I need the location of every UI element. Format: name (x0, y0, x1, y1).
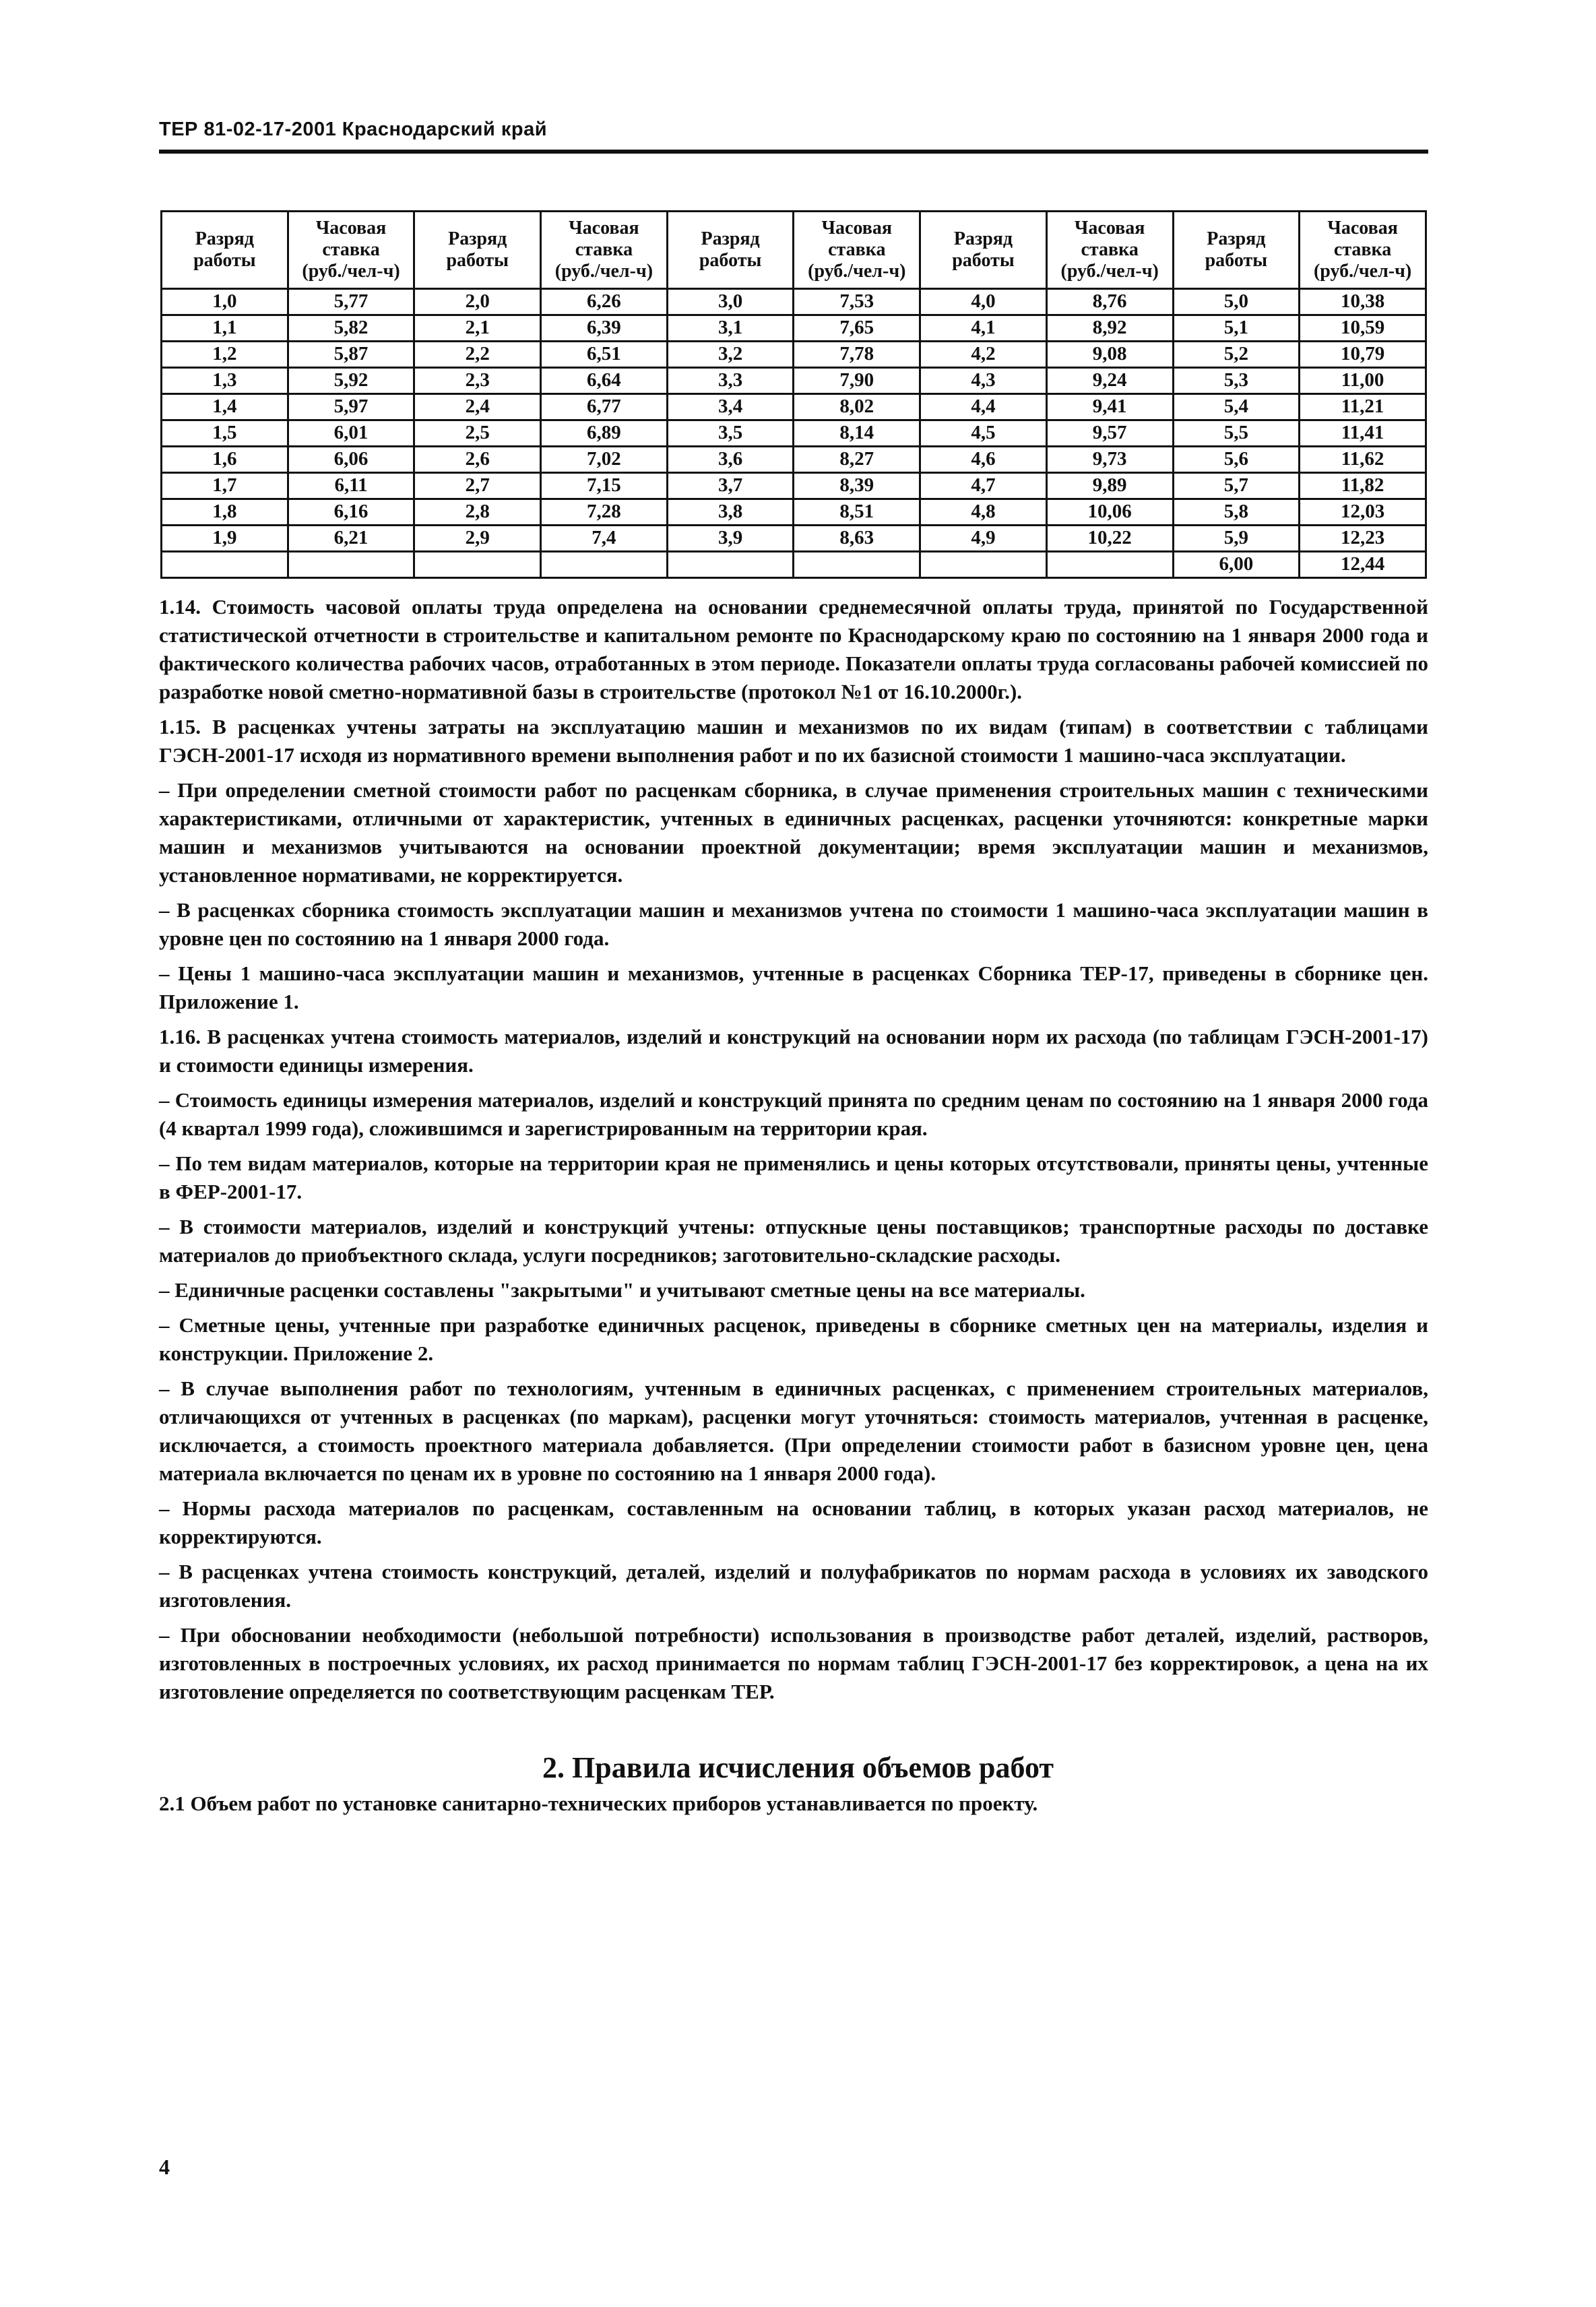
table-cell: 3,0 (667, 289, 794, 315)
section-title: 2. Правила исчисления объемов работ (542, 1751, 1054, 1784)
table-cell: 8,27 (794, 447, 920, 473)
table-cell: 6,26 (541, 289, 668, 315)
table-cell: 4,0 (920, 289, 1047, 315)
table-cell: 10,22 (1046, 526, 1173, 552)
header-line: Часовая (1327, 217, 1398, 239)
table-cell (288, 552, 414, 578)
table-cell: 1,6 (162, 447, 288, 473)
table-cell: 7,90 (794, 368, 920, 394)
table-cell: 3,8 (667, 499, 794, 526)
table-row (162, 420, 1426, 447)
paragraph: – Сметные цены, учтенные при разработке единичных расценок, приведены в сборнике сметных цен на материалы, изделия и конструкции. Приложение 2. (159, 1313, 1428, 1365)
table-cell: 10,06 (1046, 499, 1173, 526)
table-cell: 2,9 (414, 526, 541, 552)
paragraph: – В расценках учтена стоимость конструкций, деталей, изделий и полуфабрикатов по нормам расхода в условиях их заводского изготовления. (159, 1560, 1428, 1612)
table-cell: 7,65 (794, 315, 920, 342)
table-cell: 2,3 (414, 368, 541, 394)
table-cell: 2,2 (414, 342, 541, 368)
header-line: Разряд (701, 228, 760, 249)
table-cell: 3,4 (667, 394, 794, 420)
table-cell: 9,57 (1046, 420, 1173, 447)
table-cell: 5,8 (1173, 499, 1300, 526)
header-line: Часовая (821, 217, 893, 239)
paragraph: – При определении сметной стоимости работ по расценкам сборника, в случае применения строительных машин с техническими характеристиками, отличными от характеристик, учтенных в единичных расценках, расценки уточняются: конкретные марки машин и механизмов учитываются на основании проектной документации; время эксплуатации машин и механизмов, установленное нормативами, не корректируется. (159, 778, 1428, 887)
table-cell: 9,41 (1046, 394, 1173, 420)
table-cell: 6,51 (541, 342, 668, 368)
table-cell: 9,08 (1046, 342, 1173, 368)
table-cell: 3,1 (667, 315, 794, 342)
header-rule (159, 150, 1428, 154)
table-cell: 7,4 (541, 526, 668, 552)
table-cell: 4,3 (920, 368, 1047, 394)
header-line: (руб./чел-ч) (808, 261, 906, 282)
table-cell: 4,2 (920, 342, 1047, 368)
table-cell: 7,15 (541, 473, 668, 499)
table-cell: 7,53 (794, 289, 920, 315)
table-cell: 2,1 (414, 315, 541, 342)
table-cell: 5,87 (288, 342, 414, 368)
table-cell: 2,8 (414, 499, 541, 526)
table-cell: 6,11 (288, 473, 414, 499)
table-cell: 5,82 (288, 315, 414, 342)
table-cell: 6,39 (541, 315, 668, 342)
table-cell: 10,59 (1300, 315, 1426, 342)
document-header: ТЕР 81-02-17-2001 Краснодарский край (159, 119, 548, 140)
table-cell (794, 552, 920, 578)
table-cell: 9,89 (1046, 473, 1173, 499)
header-line: (руб./чел-ч) (1060, 261, 1159, 282)
table-cell (667, 552, 794, 578)
table-cell: 11,82 (1300, 473, 1426, 499)
header-line: (руб./чел-ч) (1313, 261, 1412, 282)
table-cell: 8,14 (794, 420, 920, 447)
header-line: ставка (828, 239, 886, 260)
table-cell: 1,1 (162, 315, 288, 342)
table-cell: 5,4 (1173, 394, 1300, 420)
header-line: Часовая (1074, 217, 1145, 239)
table-cell: 4,8 (920, 499, 1047, 526)
hourly-rate-table (160, 210, 1427, 579)
table-cell (541, 552, 668, 578)
table-cell: 4,7 (920, 473, 1047, 499)
table-cell: 5,1 (1173, 315, 1300, 342)
table-cell: 8,76 (1046, 289, 1173, 315)
paragraph: – В случае выполнения работ по технологиям, учтенным в единичных расценках, с применением строительных материалов, отличающихся от учтенных в расценках (по маркам), расценки могут уточняться: стоимость материалов, учтенная в расценке, исключается, а стоимость проектного материала добавляется. (При определении стоимости работ в базисном уровне цен, цена материала включается по ценам их в уровне по состоянию на 1 января 2000 года). (159, 1377, 1428, 1485)
table-cell: 9,73 (1046, 447, 1173, 473)
table-row (162, 315, 1426, 342)
section-text: 2.1 Объем работ по установке санитарно-технических приборов устанавливается по проекту. (159, 1792, 1038, 1815)
table-body (162, 289, 1426, 578)
header-line: Разряд (448, 228, 507, 249)
table-cell: 1,3 (162, 368, 288, 394)
header-line: Разряд (195, 228, 254, 249)
table-cell: 4,1 (920, 315, 1047, 342)
table-cell (414, 552, 541, 578)
table-cell: 11,62 (1300, 447, 1426, 473)
paragraph: – Единичные расценки составлены "закрытыми" и учитывают сметные цены на все материалы. (159, 1278, 1085, 1302)
table-row (162, 499, 1426, 526)
paragraph: – Нормы расхода материалов по расценкам, составленным на основании таблиц, в которых указан расход материалов, не корректируются. (159, 1496, 1428, 1548)
table-header-cell (162, 212, 288, 289)
paragraph: 1.14. Стоимость часовой оплаты труда определена на основании среднемесячной оплаты труда, принятой по Государственной статистической отчетности в строительстве и капитальном ремонте по Краснодарскому краю по состоянию на 1 января 2000 года и фактического количества рабочих часов, отработанных в этом периоде. Показатели оплаты труда согласованы рабочей комиссией по разработке новой сметно-нормативной базы в строительстве (протокол №1 от 16.10.2000г.). (159, 595, 1428, 703)
paragraph: – При обосновании необходимости (небольшой потребности) использования в производстве работ деталей, изделий, растворов, изготовленных в построечных условиях, их расход принимается по нормам таблиц ГЭСН-2001-17 без корректировок, а цена на их изготовление определяется по соответствующим расценкам ТЕР. (159, 1623, 1428, 1703)
table-cell: 3,7 (667, 473, 794, 499)
paragraph: – По тем видам материалов, которые на территории края не применялись и цены которых отсутствовали, приняты цены, учтенные в ФЕР-2001-17. (159, 1151, 1428, 1203)
table-cell: 1,9 (162, 526, 288, 552)
table-cell: 8,39 (794, 473, 920, 499)
table-cell: 6,06 (288, 447, 414, 473)
table-cell: 4,6 (920, 447, 1047, 473)
table-cell: 9,24 (1046, 368, 1173, 394)
header-line: Разряд (1207, 228, 1266, 249)
table-cell: 6,21 (288, 526, 414, 552)
table-cell: 7,02 (541, 447, 668, 473)
header-line: Часовая (315, 217, 387, 239)
table-row (162, 552, 1426, 578)
paragraph: – В стоимости материалов, изделий и конструкций учтены: отпускные цены поставщиков; транспортные расходы по доставке материалов до приобъектного склада, услуги посредников; заготовительно-складские расходы. (159, 1215, 1428, 1267)
table-cell: 5,5 (1173, 420, 1300, 447)
table-cell: 10,79 (1300, 342, 1426, 368)
header-line: Разряд (953, 228, 1013, 249)
header-line: (руб./чел-ч) (554, 261, 653, 282)
table-cell: 5,92 (288, 368, 414, 394)
table-cell: 6,00 (1173, 552, 1300, 578)
table-cell: 3,2 (667, 342, 794, 368)
table-cell: 10,38 (1300, 289, 1426, 315)
table-cell: 5,0 (1173, 289, 1300, 315)
table-cell: 4,5 (920, 420, 1047, 447)
page-number: 4 (159, 2155, 170, 2179)
table-row (162, 447, 1426, 473)
paragraph: – Стоимость единицы измерения материалов, изделий и конструкций принята по средним ценам по состоянию на 1 января 2000 года (4 квартал 1999 года), сложившимся и зарегистрированным на территории края. (159, 1088, 1428, 1140)
table-cell: 6,01 (288, 420, 414, 447)
table-cell (1046, 552, 1173, 578)
table-cell: 3,3 (667, 368, 794, 394)
table-cell: 7,28 (541, 499, 668, 526)
header-line: ставка (1081, 239, 1139, 260)
table-cell: 7,78 (794, 342, 920, 368)
table-cell: 8,51 (794, 499, 920, 526)
paragraph: 1.16. В расценках учтена стоимость материалов, изделий и конструкций на основании норм их расхода (по таблицам ГЭСН-2001-17) и стоимости единицы измерения. (159, 1025, 1428, 1077)
table-cell: 4,4 (920, 394, 1047, 420)
table-cell: 5,7 (1173, 473, 1300, 499)
table-header-cell (667, 212, 794, 289)
table-cell (162, 552, 288, 578)
table-cell: 5,97 (288, 394, 414, 420)
table-cell: 5,6 (1173, 447, 1300, 473)
table-row (162, 526, 1426, 552)
table-cell: 5,2 (1173, 342, 1300, 368)
header-line: работы (1205, 250, 1268, 271)
header-line: работы (193, 250, 256, 271)
header-line: работы (952, 250, 1015, 271)
table-row (162, 473, 1426, 499)
header-line: работы (446, 250, 509, 271)
table-header-row (162, 212, 1426, 289)
table-cell: 2,0 (414, 289, 541, 315)
table-cell: 1,0 (162, 289, 288, 315)
paragraph: – Цены 1 машино-часа эксплуатации машин и механизмов, учтенные в расценках Сборника ТЕР-17, приведены в сборнике цен. Приложение 1. (159, 961, 1428, 1013)
table-cell: 6,16 (288, 499, 414, 526)
table-header-cell (541, 212, 668, 289)
table-cell: 11,41 (1300, 420, 1426, 447)
table-cell: 8,63 (794, 526, 920, 552)
table-cell: 3,9 (667, 526, 794, 552)
header-line: ставка (1333, 239, 1392, 260)
table-cell: 3,5 (667, 420, 794, 447)
table-cell: 2,6 (414, 447, 541, 473)
table-cell: 12,03 (1300, 499, 1426, 526)
table-cell: 11,00 (1300, 368, 1426, 394)
table-cell: 11,21 (1300, 394, 1426, 420)
table-row (162, 289, 1426, 315)
paragraph: – В расценках сборника стоимость эксплуатации машин и механизмов учтена по стоимости 1 машино-часа эксплуатации машин в уровне цен по состоянию на 1 января 2000 года. (159, 898, 1428, 950)
body-text (159, 593, 1428, 1713)
header-line: Часовая (569, 217, 639, 239)
header-line: работы (699, 250, 762, 271)
table-cell: 5,3 (1173, 368, 1300, 394)
table-cell: 6,64 (541, 368, 668, 394)
table-header-cell (920, 212, 1047, 289)
table-cell: 8,02 (794, 394, 920, 420)
table-cell: 6,89 (541, 420, 668, 447)
table-cell: 5,9 (1173, 526, 1300, 552)
table-cell: 4,9 (920, 526, 1047, 552)
table-cell: 1,2 (162, 342, 288, 368)
table-cell: 5,77 (288, 289, 414, 315)
header-line: ставка (575, 239, 633, 260)
table-cell: 2,7 (414, 473, 541, 499)
table-header-cell (1300, 212, 1426, 289)
table-cell (920, 552, 1047, 578)
table-cell: 1,4 (162, 394, 288, 420)
table-header-cell (414, 212, 541, 289)
header-line: (руб./чел-ч) (302, 261, 400, 282)
table-row (162, 342, 1426, 368)
table-row (162, 368, 1426, 394)
header-line: ставка (322, 239, 380, 260)
table-cell: 1,8 (162, 499, 288, 526)
table-cell: 2,5 (414, 420, 541, 447)
table-header-cell (288, 212, 414, 289)
table-cell: 8,92 (1046, 315, 1173, 342)
table-cell: 1,5 (162, 420, 288, 447)
table-cell: 3,6 (667, 447, 794, 473)
table-header-cell (1046, 212, 1173, 289)
table-header-cell (794, 212, 920, 289)
table-cell: 1,7 (162, 473, 288, 499)
paragraph: 1.15. В расценках учтены затраты на эксплуатацию машин и механизмов по их видам (типам) в соответствии с таблицами ГЭСН-2001-17 исходя из нормативного времени выполнения работ и по их базисной стоимости 1 машино-часа эксплуатации. (159, 715, 1428, 767)
table-row (162, 394, 1426, 420)
table-cell: 6,77 (541, 394, 668, 420)
table-cell: 12,23 (1300, 526, 1426, 552)
table-cell: 2,4 (414, 394, 541, 420)
table-header-cell (1173, 212, 1300, 289)
table-cell: 12,44 (1300, 552, 1426, 578)
